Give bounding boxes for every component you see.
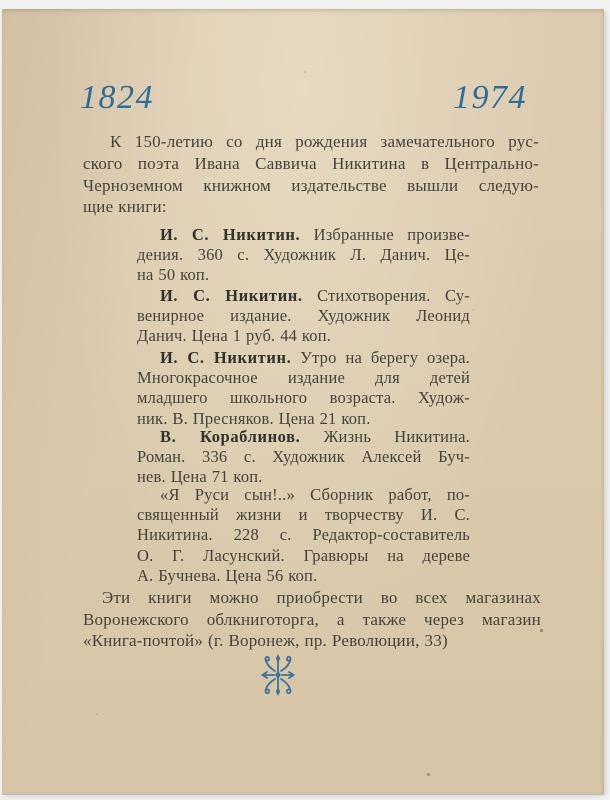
book-author: В. Кораблинов.	[160, 427, 301, 446]
text-line: Роман. 336 с. Художник Алексей Буч-	[137, 447, 470, 467]
text-line: К 150-летию со дня рождения замечательного рус-	[110, 132, 539, 151]
text-line: дения. 360 с. Художник Л. Данич. Це-	[137, 245, 470, 265]
paper-speck	[96, 713, 98, 715]
closing-paragraph	[83, 587, 541, 652]
text-line: А. Бучнева. Цена 56 коп.	[137, 565, 318, 585]
text-line: В. Кораблинов. Жизнь Никитина.	[160, 427, 470, 446]
book-author: И. С. Никитин.	[160, 225, 301, 244]
text-line: Воронежского облкниготорга, а также через магазин	[83, 609, 541, 629]
text-line: ник. В. Пресняков. Цена 21 коп.	[137, 408, 371, 428]
text-line: Черноземном книжном издательстве вышли следую-	[83, 175, 539, 195]
book-entry	[137, 225, 470, 286]
paper-speck	[472, 309, 474, 311]
fleuron-icon	[258, 652, 298, 698]
paper-speck	[427, 773, 430, 776]
intro-paragraph	[83, 131, 539, 218]
text-line: нев. Цена 71 коп.	[137, 467, 263, 487]
book-entry	[137, 427, 470, 488]
year-1974: 1974	[453, 79, 527, 116]
anniversary-years	[80, 79, 527, 117]
text-line: И. С. Никитин. Избранные произве-	[160, 225, 470, 244]
paper-speck	[304, 71, 306, 73]
book-author: И. С. Никитин.	[160, 286, 303, 305]
book-author: И. С. Никитин.	[160, 348, 292, 367]
text-line: И. С. Никитин. Стихотворения. Су-	[160, 286, 470, 305]
book-entry	[137, 485, 470, 586]
book-entry	[137, 286, 470, 347]
text-line: Никитина. 228 с. Редактор-составитель	[137, 525, 470, 545]
book-entry	[137, 348, 470, 429]
paper-speck	[540, 629, 543, 632]
text-line: «Книга-почтой» (г. Воронеж, пр. Революции, 33)	[83, 631, 448, 650]
text-line: ского поэта Ивана Саввича Никитина в Центрально-	[83, 153, 539, 173]
text-line: Эти книги можно приобрести во всех магазинах	[102, 588, 541, 607]
text-line: И. С. Никитин. Утро на берегу озера.	[160, 348, 471, 367]
text-line: щие книги:	[83, 197, 167, 217]
text-line: О. Г. Ласунский. Гравюры на дереве	[137, 545, 470, 565]
text-line: священный жизни и творчеству И. С.	[137, 505, 470, 525]
scanned-page	[2, 9, 604, 794]
text-line: младшего школьного возраста. Худож-	[137, 388, 470, 408]
text-line: Многокрасочное издание для детей	[137, 368, 470, 388]
text-line: на 50 коп.	[137, 265, 210, 285]
fleuron-ornament	[258, 652, 298, 698]
text-line: венирное издание. Художник Леонид	[137, 306, 470, 326]
year-1824: 1824	[80, 79, 154, 116]
text-line: Данич. Цена 1 руб. 44 коп.	[137, 326, 332, 346]
text-line: «Я Руси сын!..» Сборник работ, по-	[160, 485, 470, 504]
